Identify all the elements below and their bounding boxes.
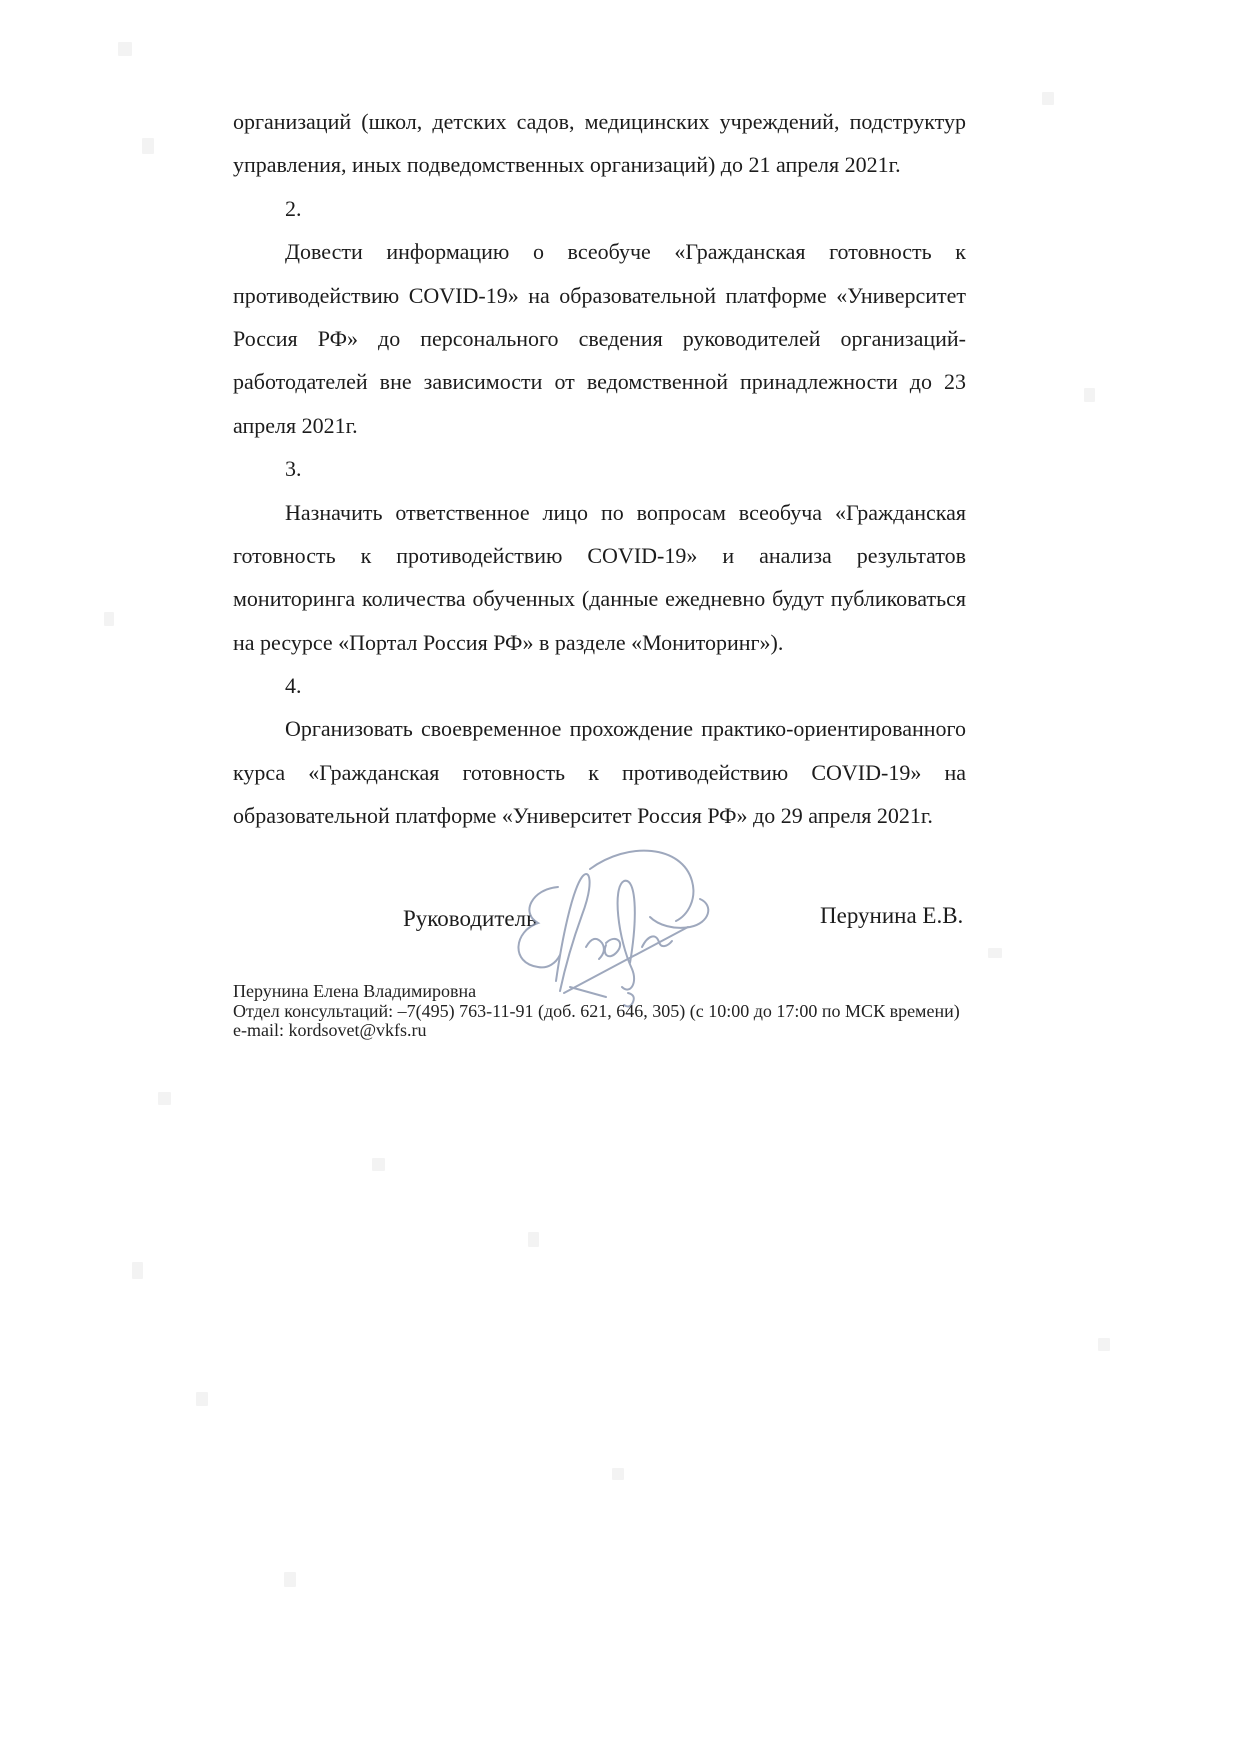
scan-noise [196, 1392, 208, 1406]
body-line: работодателей вне зависимости от ведомственной принадлежности до 23 [233, 369, 966, 395]
body-line: управления, иных подведомственных организаций) до 21 апреля 2021г. [233, 152, 901, 178]
scan-noise [158, 1092, 171, 1105]
contact-email: e-mail: kordsovet@vkfs.ru [233, 1020, 427, 1041]
item-number: 2. [285, 195, 302, 221]
body-line: Россия РФ» до персонального сведения руководителей организаций- [233, 325, 966, 351]
contact-name: Перунина Елена Владимировна [233, 981, 477, 1001]
body-line: Довести информацию о всеобуче «Гражданская готовность к [285, 239, 966, 265]
scan-noise [284, 1572, 296, 1587]
body-text [233, 100, 966, 838]
body-line: противодействию COVID-19» на образовательной платформе «Университет [233, 282, 966, 308]
body-line: на ресурсе «Портал Россия РФ» в разделе «Мониторинг»). [233, 629, 784, 655]
scan-noise [1098, 1338, 1110, 1351]
scan-noise [612, 1468, 624, 1480]
body-line: готовность к противодействию COVID-19» и анализа результатов [233, 542, 966, 568]
scan-noise [104, 612, 114, 626]
body-line: Организовать своевременное прохождение практико-ориентированного [285, 716, 966, 742]
contact-block [233, 982, 1113, 1041]
scan-noise [132, 1262, 143, 1279]
signer-role-label: Руководитель [403, 906, 537, 931]
scan-noise [372, 1158, 385, 1171]
scan-noise [118, 42, 132, 56]
body-line: курса «Гражданская готовность к противодействию COVID-19» на [233, 759, 966, 785]
scan-noise [528, 1232, 539, 1247]
item-number: 4. [285, 673, 302, 699]
scan-noise [142, 138, 154, 154]
scan-noise [1042, 92, 1054, 105]
scan-noise [988, 948, 1002, 958]
contact-phone: Отдел консультаций: –7(495) 763-11-91 (доб. 621, 646, 305) (с 10:00 до 17:00 по МСК времени) [233, 1000, 960, 1021]
signer-name: Перунина Е.В. [820, 903, 964, 928]
body-line: апреля 2021г. [233, 412, 358, 438]
body-line: Назначить ответственное лицо по вопросам всеобуча «Гражданская [285, 499, 966, 525]
scan-noise [1084, 388, 1095, 402]
body-line: образовательной платформе «Университет Россия РФ» до 29 апреля 2021г. [233, 803, 933, 829]
body-line: организаций (школ, детских садов, медицинских учреждений, подструктур [233, 109, 966, 134]
body-line: мониторинга количества обученных (данные ежедневно будут публиковаться [233, 586, 966, 612]
item-number: 3. [285, 456, 302, 482]
